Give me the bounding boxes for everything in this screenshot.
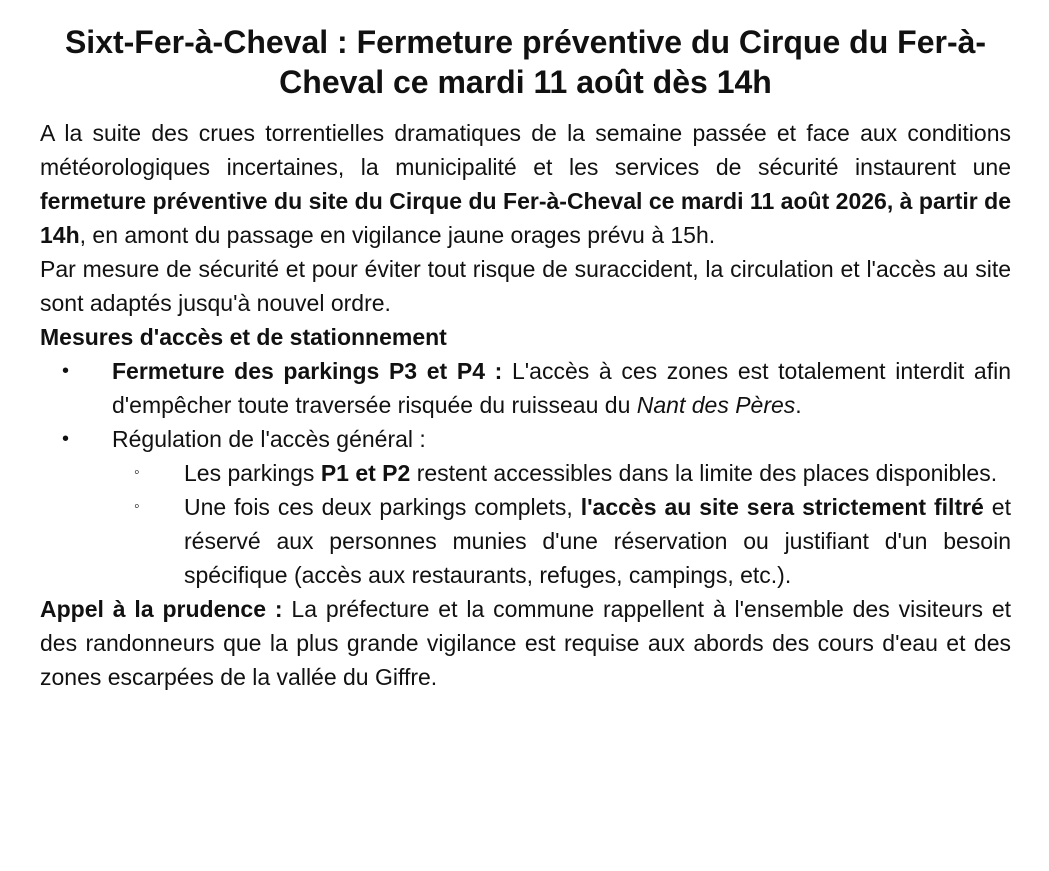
sublist-item-p1-p2 (112, 456, 1011, 490)
closing-label: Appel à la prudence : (40, 596, 283, 622)
closing-paragraph (40, 592, 1011, 694)
list-item-access-regulation (40, 422, 1011, 592)
article-body (40, 116, 1011, 694)
bullet-marker: • (62, 360, 70, 382)
parking-closure-text: L'accès à ces zones est totalement interdit afin d'empêcher toute traversée risquée du ruisseau du (112, 358, 1011, 418)
filtered-access-text-start: Une fois ces deux parkings complets, (184, 494, 581, 520)
parking-closure-label: Fermeture des parkings P3 et P4 : (112, 358, 503, 384)
intro-bold-closure: fermeture préventive du site du Cirque du Fer-à-Cheval ce mardi 11 août 2026, à partir de 14h (40, 188, 1011, 248)
filtered-access-bold: l'accès au site sera strictement filtré (580, 494, 984, 520)
access-measures-list (40, 354, 1011, 592)
p1-p2-label: P1 et P2 (320, 460, 411, 486)
closing-text: La préfecture et la commune rappellent à l'ensemble des visiteurs et des randonneurs que la plus grande vigilance est requise aux abords des cours d'eau et des zones escarpées de la vallée du Giffre. (40, 596, 1012, 690)
p1-p2-text-end: restent accessibles dans la limite des places disponibles. (410, 460, 998, 486)
sub-bullet-marker: ◦ (134, 498, 140, 515)
sub-bullet-marker: ◦ (134, 464, 140, 481)
access-regulation-sublist (112, 456, 1011, 592)
access-regulation-text: Régulation de l'accès général : (112, 426, 426, 452)
list-item-parking-closure (40, 354, 1011, 422)
sublist-item-filtered-access (112, 490, 1011, 592)
p1-p2-text-start: Les parkings (184, 460, 321, 486)
intro-text-start: A la suite des crues torrentielles dramatiques de la semaine passée et face aux conditions météorologiques incertaines, la municipalité et les services de sécurité instaurent une (40, 120, 1011, 180)
section-heading (40, 320, 1011, 354)
section-heading-text: Mesures d'accès et de stationnement (40, 324, 447, 350)
parking-closure-end: . (795, 392, 802, 418)
bullet-marker: • (62, 428, 70, 450)
stream-name: Nant des Pères (636, 392, 796, 418)
safety-paragraph: Par mesure de sécurité et pour éviter tout risque de suraccident, la circulation et l'accès au site sont adaptés jusqu'à nouvel ordre. (40, 256, 1011, 316)
filtered-access-text-end: et réservé aux personnes munies d'une réservation ou justifiant d'un besoin spécifique (accès aux restaurants, refuges, campings, etc.). (184, 494, 1011, 588)
intro-text-end: , en amont du passage en vigilance jaune orages prévu à 15h. (79, 222, 716, 248)
intro-paragraph (40, 116, 1011, 252)
page-title: Sixt-Fer-à-Cheval : Fermeture préventive du Cirque du Fer-à-Cheval ce mardi 11 août dès 14h (64, 24, 987, 100)
